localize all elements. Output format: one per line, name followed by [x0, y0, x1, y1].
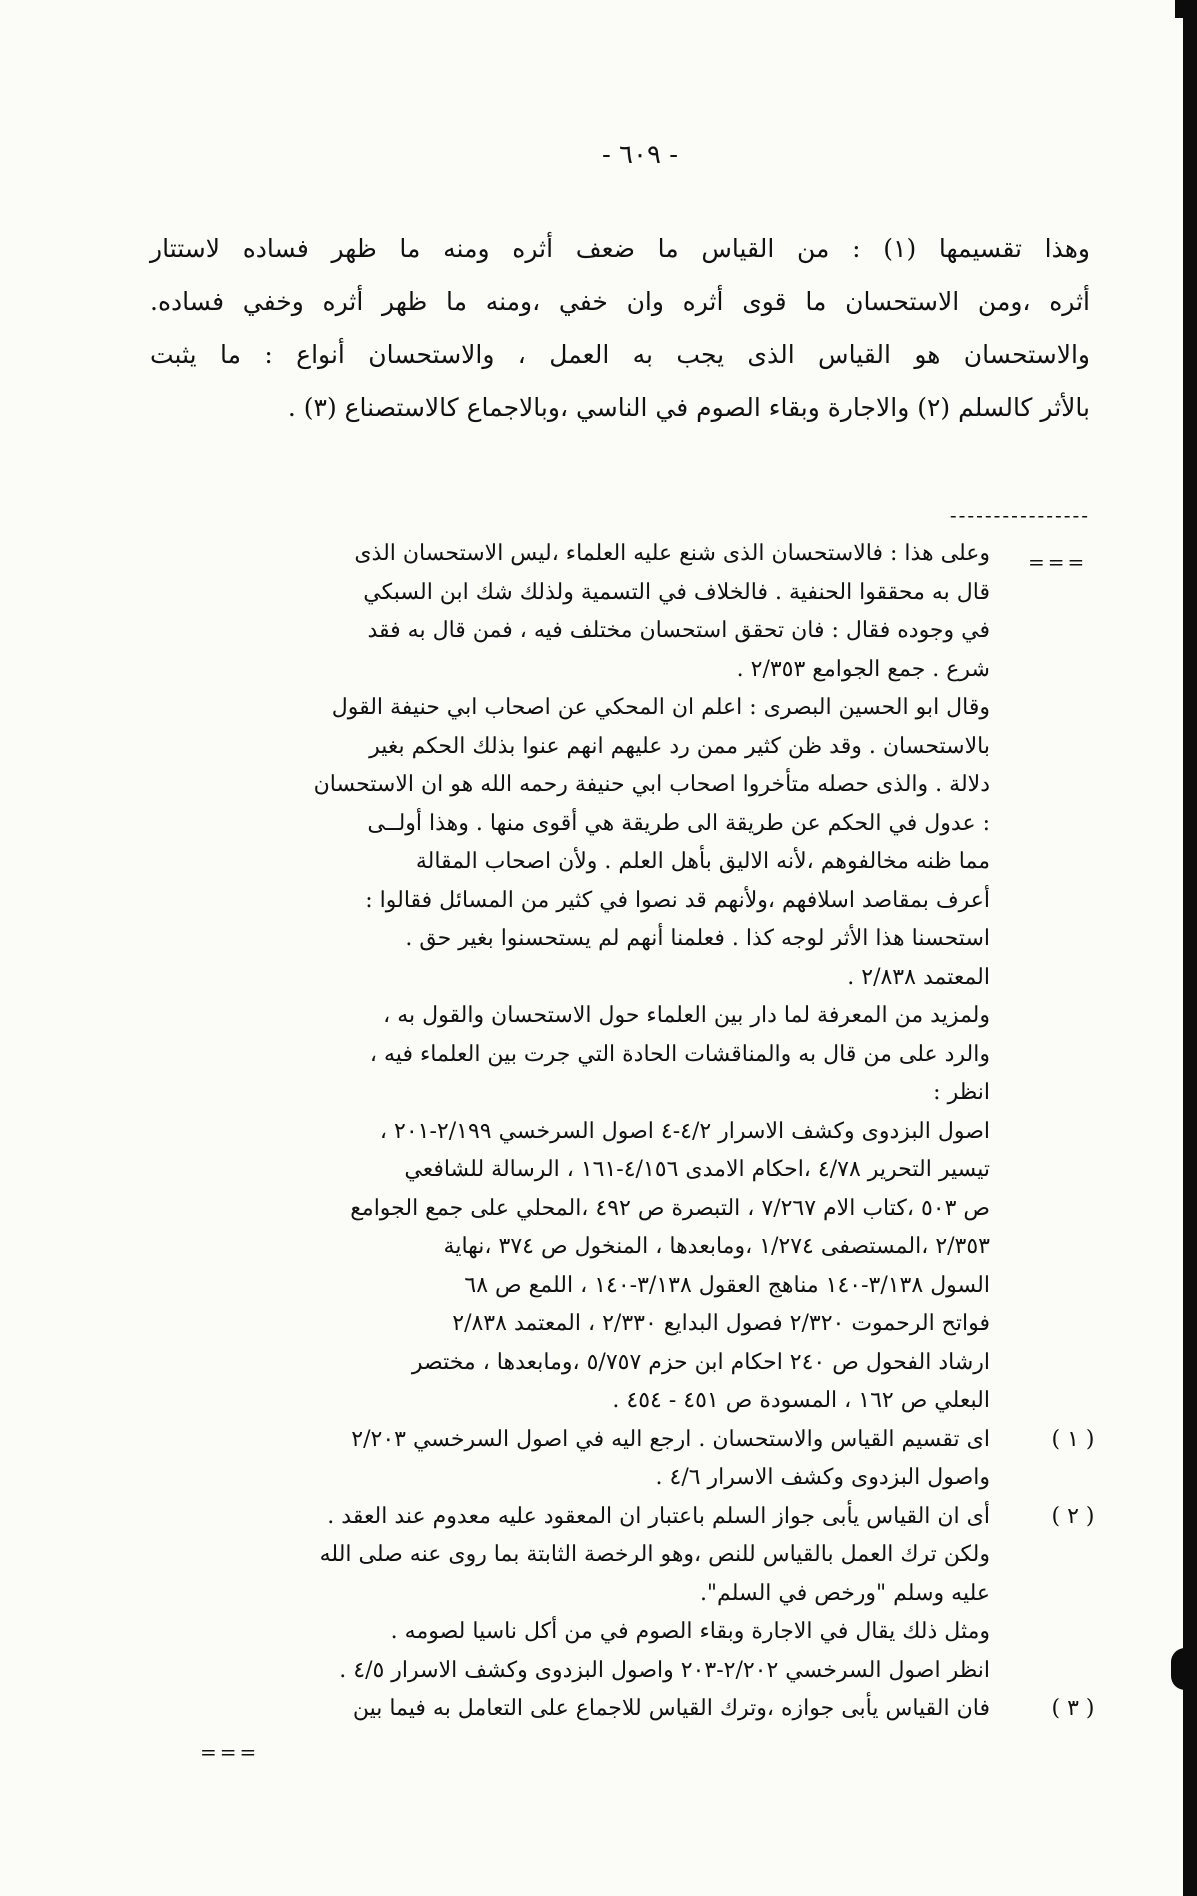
footnote-line: : عدول في الحكم عن طريقة الى طريقة هي أقوى منها . وهذا أولــى	[367, 810, 990, 836]
main-line: وهذا تقسيمها (١) : من القياس ما ضعف أثره ومنه ما ظهر فساده لاستتار	[150, 234, 1090, 263]
note-line: اى تقسيم القياس والاستحسان . ارجع اليه في اصول السرخسي ٢/٢٠٣	[351, 1426, 990, 1452]
footnote-line: بالاستحسان . وقد ظن كثير ممن رد عليهم انهم عنوا بذلك الحكم بغير	[369, 733, 990, 759]
main-line: والاستحسان هو القياس الذى يجب به العمل ، والاستحسان أنواع : ما يثبت	[150, 340, 1090, 369]
footnote-line: المعتمد ٢/٨٣٨ .	[847, 964, 990, 990]
footnote-line: ولمزيد من المعرفة لما دار بين العلماء حول الاستحسان والقول به ،	[383, 1003, 990, 1028]
footnote-line: أعرف بمقاصد اسلافهم ،ولأنهم قد نصوا في كثير من المسائل فقالوا :	[365, 887, 990, 913]
main-line: أثره ،ومن الاستحسان ما قوى أثره وان خفي ،ومنه ما ظهر أثره وخفي فساده.	[150, 287, 1090, 316]
scan-edge-tab	[1171, 1648, 1197, 1690]
footnote-divider: ----------------	[949, 503, 1090, 527]
footnote-line: ص ٥٠٣ ،كتاب الام ٧/٢٦٧ ، التبصرة ص ٤٩٢ ،المحلي على جمع الجوامع	[350, 1195, 990, 1221]
main-line: بالأثر كالسلم (٢) والاجارة وبقاء الصوم في الناسي ،وبالاجماع كالاستصناع (٣) .	[287, 393, 1090, 422]
note-line: فان القياس يأبى جوازه ،وترك القياس للاجماع على التعامل به فيما بين	[352, 1696, 990, 1721]
note-line: عليه وسلم "ورخص في السلم".	[699, 1580, 990, 1606]
footnote-marker: ===	[1028, 550, 1088, 574]
note-number: ( ٢ )	[1051, 1503, 1095, 1529]
page-number: - ٦٠٩ -	[601, 140, 679, 170]
footnote-line: وقال ابو الحسين البصرى : اعلم ان المحكي عن اصحاب ابي حنيفة القول	[331, 695, 990, 720]
scan-edge-corner	[1175, 0, 1197, 18]
footnote-line: شرع . جمع الجوامع ٢/٣٥٣ .	[736, 656, 990, 682]
footnote-line: قال به محققوا الحنفية . فالخلاف في التسمية ولذلك شك ابن السبكي	[363, 579, 990, 605]
note-number: ( ١ )	[1051, 1426, 1095, 1452]
footnote-line: السول ٣/١٣٨-١٤٠ مناهج العقول ٣/١٣٨-١٤٠ ، اللمع ص ٦٨	[464, 1272, 990, 1298]
note-2	[110, 1498, 1095, 1691]
note-3	[110, 1690, 1095, 1729]
note-line: ولكن ترك العمل بالقياس للنص ،وهو الرخصة الثابتة بما روى عنه صلى الله	[319, 1542, 990, 1567]
footnote-marker: ===	[200, 1740, 260, 1764]
footnote-continuation	[110, 535, 990, 1421]
main-paragraph	[150, 222, 1090, 434]
footnote-line: مما ظنه مخالفوهم ،لأنه الاليق بأهل العلم . ولأن اصحاب المقالة	[415, 849, 990, 874]
note-line: واصول البزدوى وكشف الاسرار ٤/٦ .	[655, 1465, 990, 1490]
footnote-line: البعلي ص ١٦٢ ، المسودة ص ٤٥١ - ٤٥٤ .	[612, 1388, 990, 1413]
note-line: ومثل ذلك يقال في الاجارة وبقاء الصوم في من أكل ناسيا لصومه .	[390, 1619, 990, 1644]
note-line: انظر اصول السرخسي ٢/٢٠٢-٢٠٣ واصول البزدوى وكشف الاسرار ٤/٥ .	[339, 1657, 990, 1683]
footnote-line: تيسير التحرير ٤/٧٨ ،احكام الامدى ٤/١٥٦-١٦١ ، الرسالة للشافعي	[404, 1157, 990, 1182]
footnote-line: وعلى هذا : فالاستحسان الذى شنع عليه العلماء ،ليس الاستحسان الذى	[354, 541, 990, 566]
footnote-line: ٢/٣٥٣ ،المستصفى ١/٢٧٤ ،ومابعدها ، المنخول ص ٣٧٤ ،نهاية	[443, 1234, 990, 1259]
scan-edge	[1183, 0, 1197, 1896]
footnote-line: استحسنا هذا الأثر لوجه كذا . فعلمنا أنهم لم يستحسنوا بغير حق .	[405, 926, 990, 951]
footnotes	[110, 535, 1095, 1729]
footnote-line: والرد على من قال به والمناقشات الحادة التي جرت بين العلماء فيه ،	[369, 1041, 990, 1067]
note-1	[110, 1421, 1095, 1498]
footnote-line: دلالة . والذى حصله متأخروا اصحاب ابي حنيفة رحمه الله هو ان الاستحسان	[313, 772, 990, 797]
note-line: أى ان القياس يأبى جواز السلم باعتبار ان المعقود عليه معدوم عند العقد .	[327, 1503, 990, 1529]
footnote-line: في وجوده فقال : فان تحقق استحسان مختلف فيه ، فمن قال به فقد	[367, 618, 990, 643]
footnote-line: فواتح الرحموت ٢/٣٢٠ فصول البدايع ٢/٣٣٠ ، المعتمد ٢/٨٣٨	[452, 1311, 990, 1336]
footnote-line: ارشاد الفحول ص ٢٤٠ احكام ابن حزم ٥/٧٥٧ ،ومابعدها ، مختصر	[411, 1349, 990, 1375]
footnote-line: اصول البزدوى وكشف الاسرار ٤/٢-٤ اصول السرخسي ٢/١٩٩-٢٠١ ،	[379, 1118, 990, 1144]
footnote-line: انظر :	[933, 1080, 990, 1105]
note-number: ( ٣ )	[1051, 1696, 1095, 1721]
